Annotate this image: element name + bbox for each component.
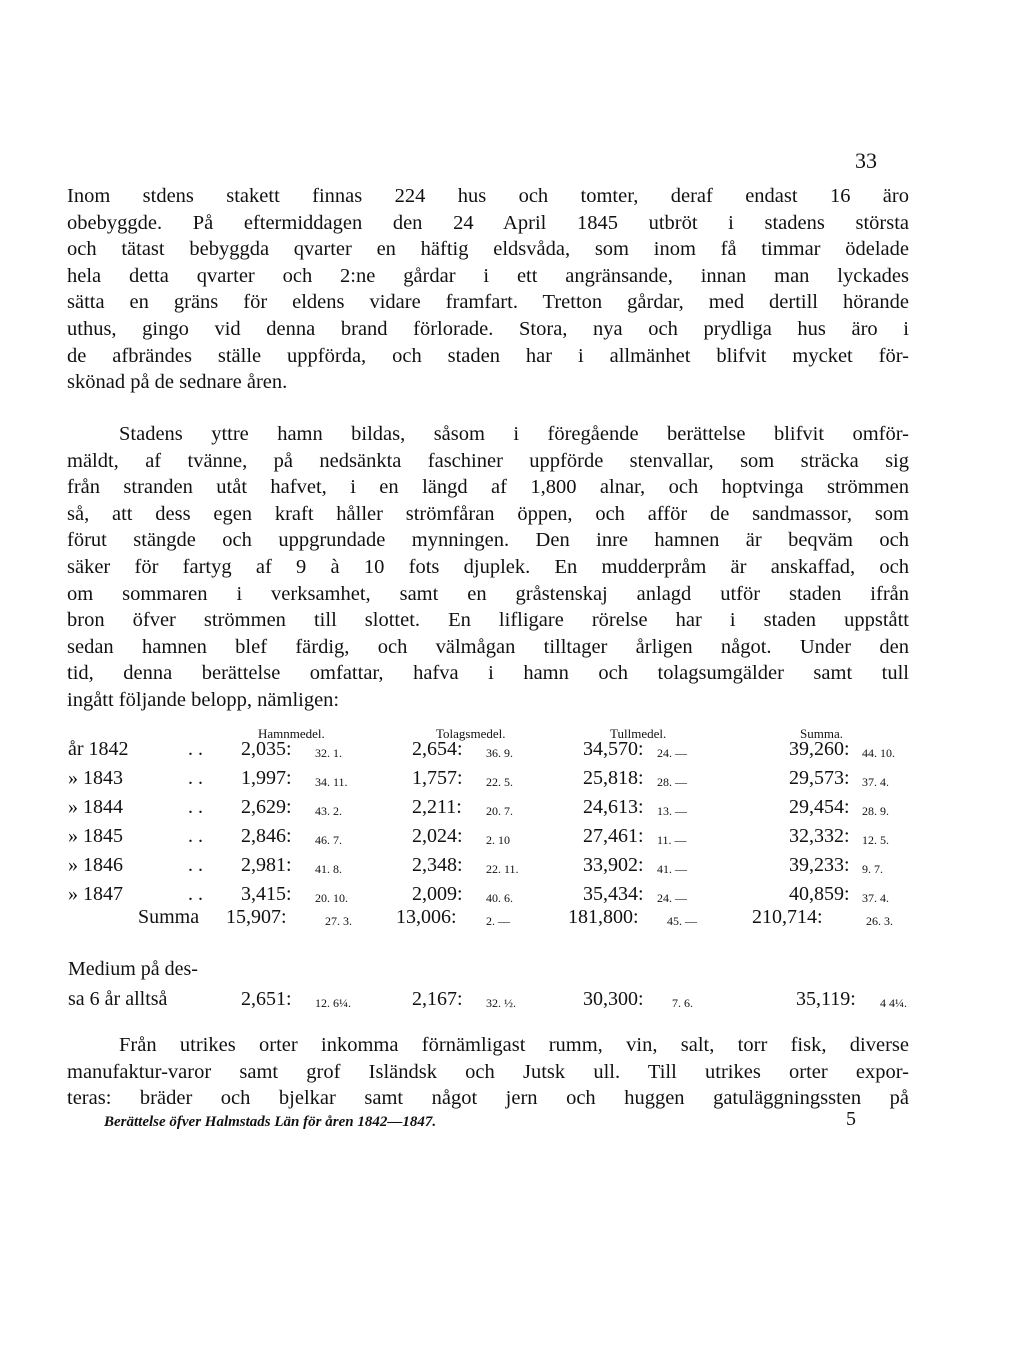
- row-dots: . .: [188, 767, 203, 789]
- cell-tullmedel: 33,902:: [583, 854, 644, 876]
- footer-title: Berättelse öfver Halmstads Län för åren 1842—1847.: [104, 1114, 437, 1130]
- cell-hamnmedel-sub: 20. 10.: [315, 891, 348, 905]
- cell-hamnmedel-sub: 32. 1.: [315, 746, 342, 760]
- row-year-label: » 1847: [68, 883, 123, 905]
- cell-tolagsmedel-sub: 20. 7.: [486, 804, 513, 818]
- cell-tullmedel: 35,434:: [583, 883, 644, 905]
- cell-tolagsmedel-sub: 36. 9.: [486, 746, 513, 760]
- text-line: och tätast bebyggda qvarter en häftig eldsvåda, som inom få timmar ödelade: [67, 238, 909, 261]
- cell-tullmedel-sub: 41. —: [657, 862, 687, 876]
- cell-hamnmedel-sub: 34. 11.: [315, 775, 348, 789]
- cell-tullmedel: 25,818:: [583, 767, 644, 789]
- text-line: bron öfver strömmen till slottet. En lifligare rörelse har i staden uppstått: [67, 609, 909, 632]
- text-line: sätta en gräns för eldens vidare framfart. Tretton gårdar, med dertill hörande: [67, 291, 909, 314]
- cell-summa-sub: 28. 9.: [862, 804, 889, 818]
- row-dots: . .: [188, 883, 203, 905]
- summa-tolagsmedel: 13,006:: [396, 906, 457, 928]
- medium-tolagsmedel: 2,167:: [412, 988, 463, 1010]
- text-line: ingått följande belopp, nämligen:: [67, 688, 340, 711]
- medium-summa: 35,119:: [796, 988, 856, 1010]
- cell-summa: 32,332:: [789, 825, 850, 847]
- row-year-label: » 1843: [68, 767, 123, 789]
- cell-tolagsmedel: 2,654:: [412, 738, 463, 760]
- text-line: uthus, gingo vid denna brand förlorade. Stora, nya och prydliga hus äro i: [67, 317, 909, 340]
- summa-summa: 210,714:: [752, 906, 823, 928]
- medium-hamnmedel: 2,651:: [241, 988, 292, 1010]
- cell-hamnmedel: 2,846:: [241, 825, 292, 847]
- text-line: hela detta qvarter och 2:ne gårdar i ett angränsande, innan man lyckades: [67, 264, 909, 287]
- cell-hamnmedel-sub: 46. 7.: [315, 833, 342, 847]
- text-line: om sommaren i verksamhet, samt en gråstenskaj anlagd utför staden ifrån: [67, 582, 909, 605]
- cell-summa-sub: 44. 10.: [862, 746, 895, 760]
- column-header-summa: Summa.: [800, 726, 843, 741]
- text-line: sedan hamnen blef färdig, och välmågan tilltager årligen något. Under den: [67, 635, 909, 658]
- cell-hamnmedel-sub: 41. 8.: [315, 862, 342, 876]
- row-dots: . .: [188, 738, 203, 760]
- cell-tullmedel: 34,570:: [583, 738, 644, 760]
- cell-tullmedel-sub: 11. —: [657, 833, 687, 847]
- text-line: säker för fartyg af 9 à 10 fots djuplek. En mudderpråm är anskaffad, och: [67, 555, 909, 578]
- summa-hamnmedel: 15,907:: [226, 906, 287, 928]
- paragraph-2: [67, 421, 909, 714]
- cell-tullmedel-sub: 28. —: [657, 775, 687, 789]
- cell-tolagsmedel: 2,348:: [412, 854, 463, 876]
- cell-hamnmedel: 1,997:: [241, 767, 292, 789]
- text-line: obebyggde. På eftermiddagen den 24 April 1845 utbröt i stadens största: [67, 211, 909, 234]
- row-dots: . .: [188, 796, 203, 818]
- cell-tolagsmedel: 2,211:: [412, 796, 462, 818]
- cell-tullmedel: 27,461:: [583, 825, 644, 847]
- summa-tolagsmedel-sub: 2. —: [486, 914, 510, 928]
- text-line: förut stängde och uppgrundade mynningen. Den inre hamnen är beqväm och: [67, 529, 909, 552]
- signature-mark: 5: [846, 1108, 856, 1130]
- page-number: 33: [855, 148, 877, 173]
- text-line: mäldt, af tvänne, på nedsänkta faschiner uppförde stenvallar, som sträcka sig: [67, 449, 909, 472]
- cell-tolagsmedel-sub: 22. 5.: [486, 775, 513, 789]
- summa-hamnmedel-sub: 27. 3.: [325, 914, 352, 928]
- medium-summa-sub: 4 4¼.: [880, 996, 907, 1010]
- paragraph-3: [67, 1032, 909, 1112]
- text-line: tid, denna berättelse omfattar, hafva i hamn och tolagsumgälder samt tull: [67, 662, 909, 685]
- text-line: skönad på de sednare åren.: [67, 371, 288, 394]
- summa-summa-sub: 26. 3.: [866, 914, 893, 928]
- summa-tullmedel: 181,800:: [568, 906, 639, 928]
- cell-hamnmedel-sub: 43. 2.: [315, 804, 342, 818]
- cell-tolagsmedel: 2,024:: [412, 825, 463, 847]
- cell-tolagsmedel-sub: 2. 10: [486, 833, 510, 847]
- cell-tullmedel-sub: 13. —: [657, 804, 687, 818]
- text-line: de afbrändes ställe uppförda, och staden har i allmänhet blifvit mycket för-: [67, 344, 909, 367]
- cell-hamnmedel: 2,035:: [241, 738, 292, 760]
- column-header-tullmedel: Tullmedel.: [610, 726, 667, 741]
- column-header-tolagsmedel: Tolagsmedel.: [436, 726, 506, 741]
- cell-summa: 39,260:: [789, 738, 850, 760]
- cell-hamnmedel: 3,415:: [241, 883, 292, 905]
- medium-hamnmedel-sub: 12. 6¼.: [315, 996, 351, 1010]
- row-year-label: » 1845: [68, 825, 123, 847]
- cell-tullmedel-sub: 24. —: [657, 746, 687, 760]
- cell-tolagsmedel: 2,009:: [412, 883, 463, 905]
- summa-tullmedel-sub: 45. —: [667, 914, 697, 928]
- cell-tolagsmedel-sub: 40. 6.: [486, 891, 513, 905]
- row-dots: . .: [188, 825, 203, 847]
- cell-tolagsmedel-sub: 22. 11.: [486, 862, 519, 876]
- medium-tolagsmedel-sub: 32. ½.: [486, 996, 516, 1010]
- text-line: Från utrikes orter inkomma förnämligast rumm, vin, salt, torr fisk, diverse: [119, 1034, 909, 1056]
- cell-tolagsmedel: 1,757:: [412, 767, 463, 789]
- cell-summa-sub: 37. 4.: [862, 891, 889, 905]
- cell-hamnmedel: 2,629:: [241, 796, 292, 818]
- medium-tullmedel-sub: 7. 6.: [672, 996, 693, 1010]
- text-line: från stranden utåt hafvet, i en längd af 1,800 alnar, och hoptvinga strömmen: [67, 476, 909, 499]
- text-line: manufaktur-varor samt grof Isländsk och Jutsk ull. Till utrikes orter expor-: [67, 1060, 909, 1083]
- row-year-label: » 1846: [68, 854, 123, 876]
- medium-label-2: sa 6 år alltså: [68, 988, 168, 1010]
- medium-label-1: Medium på des-: [68, 958, 198, 980]
- cell-summa: 29,573:: [789, 767, 850, 789]
- row-dots: . .: [188, 854, 203, 876]
- cell-tullmedel: 24,613:: [583, 796, 644, 818]
- text-line: Inom stdens stakett finnas 224 hus och tomter, deraf endast 16 äro: [67, 185, 909, 207]
- cell-summa: 39,233:: [789, 854, 850, 876]
- summa-label: Summa: [138, 906, 200, 928]
- text-line: teras: bräder och bjelkar samt något jern och huggen gatuläggningssten på: [67, 1087, 909, 1110]
- column-header-hamnmedel: Hamnmedel.: [258, 726, 325, 741]
- cell-summa: 40,859:: [789, 883, 850, 905]
- cell-tullmedel-sub: 24. —: [657, 891, 687, 905]
- cell-summa-sub: 37. 4.: [862, 775, 889, 789]
- text-line: så, att dess egen kraft håller strömfåran öppen, och afför de sandmassor, som: [67, 502, 909, 525]
- cell-summa-sub: 9. 7.: [862, 862, 883, 876]
- row-year-label: » 1844: [68, 796, 123, 818]
- cell-summa: 29,454:: [789, 796, 850, 818]
- cell-summa-sub: 12. 5.: [862, 833, 889, 847]
- paragraph-1: [67, 183, 909, 396]
- medium-tullmedel: 30,300:: [583, 988, 644, 1010]
- text-line: Stadens yttre hamn bildas, såsom i föregående berättelse blifvit omför-: [119, 423, 909, 445]
- row-year-label: år 1842: [68, 738, 129, 760]
- cell-hamnmedel: 2,981:: [241, 854, 292, 876]
